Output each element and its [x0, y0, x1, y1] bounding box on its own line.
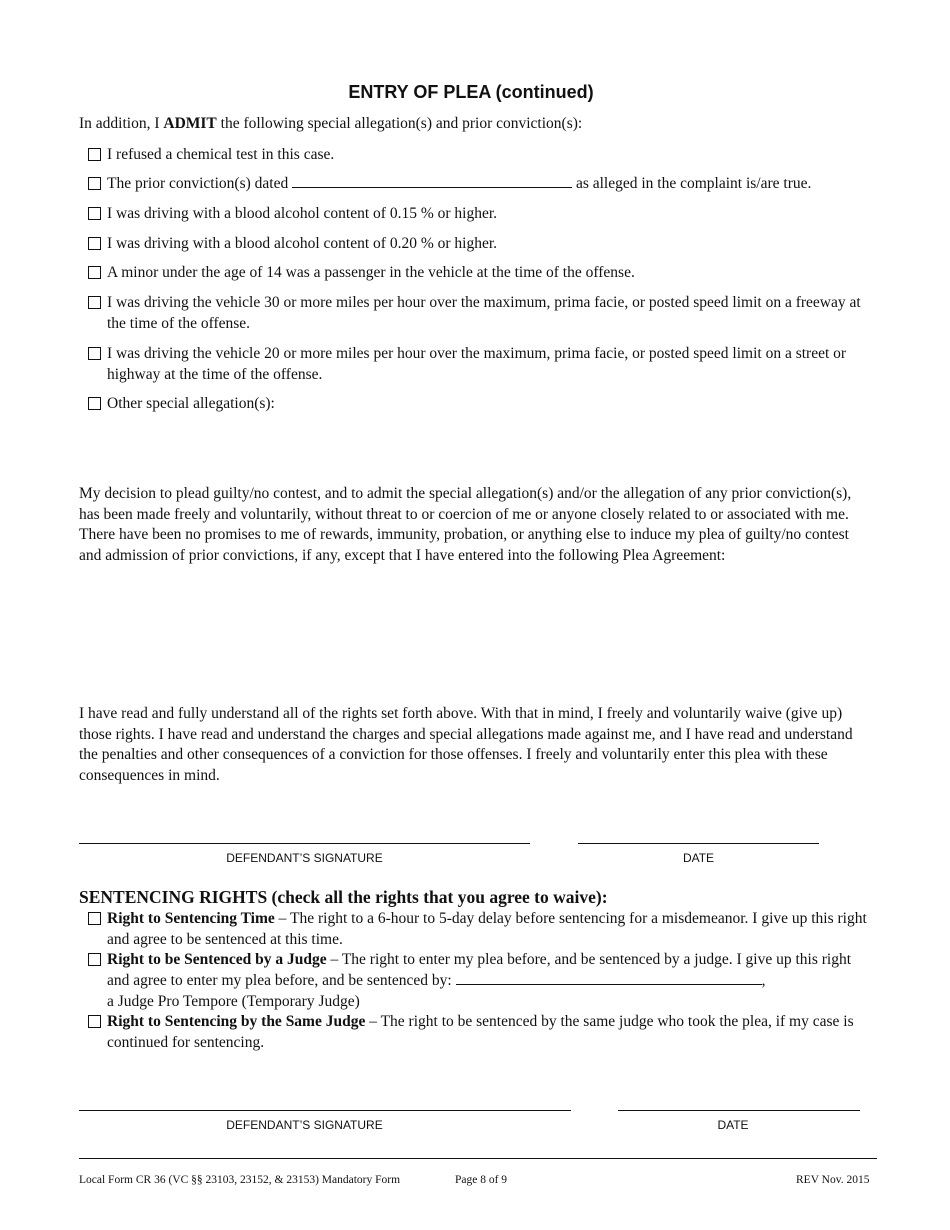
sentencing-checkbox[interactable]: [88, 1015, 101, 1028]
date-line[interactable]: [578, 843, 819, 844]
allegation-checkbox[interactable]: [88, 207, 101, 220]
prior-conviction-date-field[interactable]: [292, 175, 572, 188]
date-line[interactable]: [618, 1110, 860, 1111]
signature-line[interactable]: [79, 843, 530, 844]
intro-post: the following special allegation(s) and prior conviction(s):: [216, 115, 583, 132]
footer-rule: [79, 1158, 877, 1159]
right-description: – The right to a 6-hour to 5-day delay before sentencing for a misdemeanor. I give up this right and agree to be sentenced at this time.: [107, 910, 867, 948]
allegation-prior-conviction: [88, 173, 887, 194]
right-description: – The right to be sentenced by the same judge who took the plea, if my case is continued for sentencing.: [107, 1013, 854, 1051]
allegation-text: Other special allegation(s):: [107, 395, 275, 412]
allegation-text: I was driving with a blood alcohol content of 0.15 % or higher.: [107, 205, 498, 222]
allegation-text: A minor under the age of 14 was a passenger in the vehicle at the time of the offense.: [107, 264, 635, 281]
allegation-speed-street: [88, 343, 867, 385]
sentencing-heading: SENTENCING RIGHTS (check all the rights that you agree to waive):: [79, 887, 608, 907]
right-title: Right to Sentencing by the Same Judge: [107, 1013, 366, 1030]
allegation-checkbox[interactable]: [88, 266, 101, 279]
right-description: – The right to enter my plea before, and be sentenced by a judge. I give up this right and agree to enter my plea before, and be sentenced by:: [107, 951, 852, 989]
sentencing-right-text: [107, 908, 872, 950]
allegation-speed-freeway: [88, 292, 867, 334]
prior-conviction-suffix: as alleged in the complaint is/are true.: [575, 175, 812, 192]
prior-conviction-label: The prior conviction(s) dated: [107, 175, 289, 192]
sentencing-checkbox[interactable]: [88, 912, 101, 925]
allegation-text: I was driving the vehicle 30 or more miles per hour over the maximum, prima facie, or posted speed limit on a freeway at the time of the offense.: [107, 294, 861, 332]
allegation-checkbox[interactable]: [88, 177, 101, 190]
right-title: Right to Sentencing Time: [107, 910, 275, 927]
right-description-2: a Judge Pro Tempore (Temporary Judge): [107, 993, 360, 1010]
allegation-checkbox[interactable]: [88, 347, 101, 360]
allegation-chemical-test: [88, 144, 867, 165]
judge-pro-tem-name-field[interactable]: [456, 972, 762, 985]
allegation-bac-020: [88, 233, 867, 254]
right-title: Right to be Sentenced by a Judge: [107, 951, 327, 968]
signature-label: DEFENDANT’S SIGNATURE: [226, 851, 383, 865]
allegation-checkbox[interactable]: [88, 397, 101, 410]
footer-page-number: Page 8 of 9: [455, 1174, 508, 1186]
allegation-checkbox[interactable]: [88, 296, 101, 309]
page-title: ENTRY OF PLEA (continued): [348, 82, 594, 102]
allegation-other: [88, 393, 867, 414]
right-suffix: ,: [761, 972, 766, 989]
sentencing-right-time: [88, 908, 872, 950]
allegation-text: I was driving the vehicle 20 or more miles per hour over the maximum, prima facie, or posted speed limit on a street or highway at the time of the offense.: [107, 345, 847, 383]
allegation-text: I was driving with a blood alcohol content of 0.20 % or higher.: [107, 235, 498, 252]
waiver-paragraph: I have read and fully understand all of the rights set forth above. With that in mind, I freely and voluntarily waive (give up) those rights. I have read and understand the charges and special allegations made against me, and I have read and understand the penalties and other consequences of a conviction for those offenses. I freely and voluntarily enter this plea with these consequences in mind.: [79, 705, 853, 784]
signature-label: DEFENDANT’S SIGNATURE: [226, 1118, 383, 1132]
allegation-text: I refused a chemical test in this case.: [107, 146, 335, 163]
date-label: DATE: [682, 851, 715, 865]
sentencing-checkbox[interactable]: [88, 953, 101, 966]
allegation-checkbox[interactable]: [88, 148, 101, 161]
intro-pre: In addition, I: [79, 115, 164, 132]
admit-intro: [79, 115, 582, 133]
sentencing-right-text: [107, 949, 872, 1012]
footer-form-id: Local Form CR 36 (VC §§ 23103, 23152, & 23153) Mandatory Form: [79, 1174, 401, 1186]
intro-admit: ADMIT: [163, 115, 217, 132]
allegation-text: [107, 173, 887, 194]
allegation-checkbox[interactable]: [88, 237, 101, 250]
sentencing-right-text: [107, 1011, 872, 1053]
date-label: DATE: [717, 1118, 749, 1132]
allegation-minor-passenger: [88, 262, 867, 283]
sentencing-right-judge: [88, 949, 872, 1012]
footer-revision: REV Nov. 2015: [796, 1174, 870, 1186]
sentencing-right-same-judge: [88, 1011, 872, 1053]
decision-paragraph: My decision to plead guilty/no contest, and to admit the special allegation(s) and/or the allegation of any prior conviction(s), has been made freely and voluntarily, without threat to or coercion of me or anyone closely related to or associated with me. There have been no promises to me of rewards, immunity, probation, or anything else to induce my plea of guilty/no contest and admission of prior convictions, if any, except that I have entered into the following Plea Agreement:: [79, 485, 852, 564]
signature-line[interactable]: [79, 1110, 571, 1111]
allegation-bac-015: [88, 203, 867, 224]
